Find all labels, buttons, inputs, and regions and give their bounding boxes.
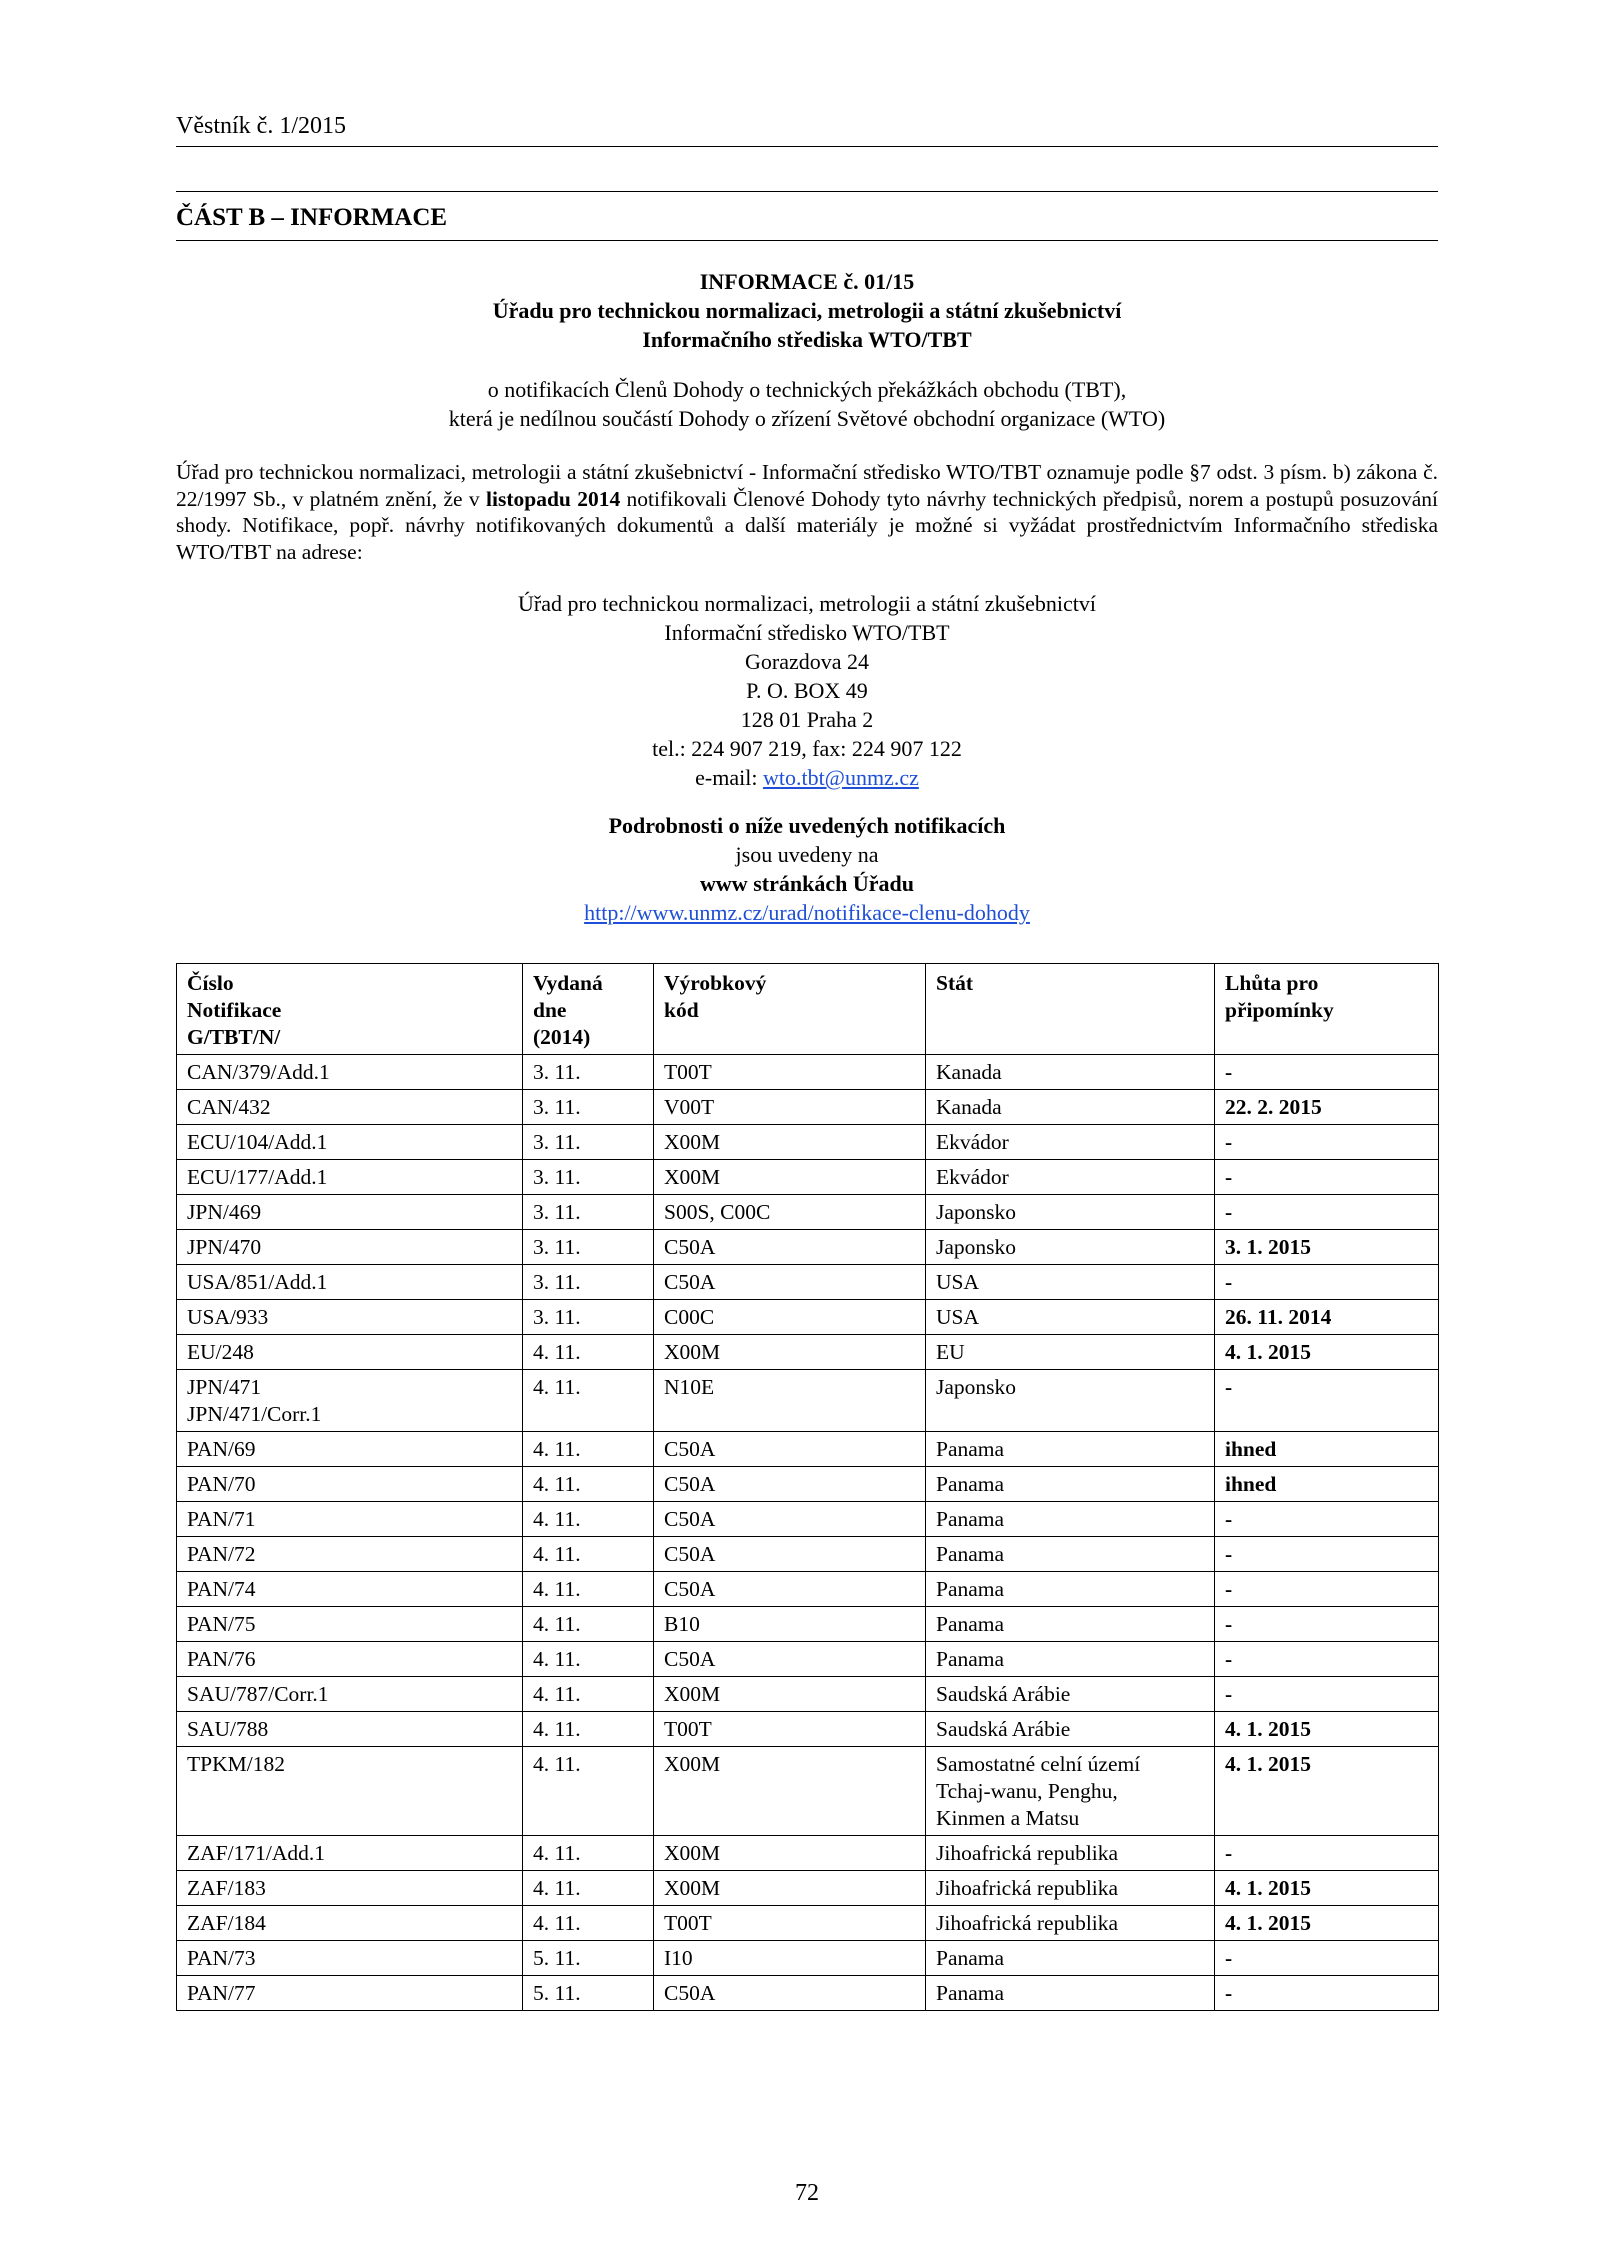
cell-line: Saudská Arábie [936,1682,1071,1706]
table-row [177,1677,1439,1712]
cell-line: EU [936,1340,965,1364]
cell-line: Kanada [936,1095,1002,1119]
cell-comment-deadline: ihned [1215,1467,1439,1502]
cell-notification-number [177,1712,523,1747]
cell-state [926,1265,1215,1300]
cell-line: Japonsko [936,1375,1017,1399]
table-row [177,1467,1439,1502]
cell-issued-date: 4. 11. [523,1537,654,1572]
table-row [177,1125,1439,1160]
cell-notification-number [177,1836,523,1871]
section-rule-bottom [176,240,1438,241]
cell-notification-number [177,1230,523,1265]
cell-line: SAU/788 [187,1717,269,1741]
cell-issued-date: 3. 11. [523,1195,654,1230]
table-row [177,1370,1439,1432]
cell-line: Tchaj-wanu, Penghu, [936,1779,1118,1803]
cell-state [926,1160,1215,1195]
address-line1: Úřad pro technickou normalizaci, metrologii a státní zkušebnictví [518,591,1096,616]
cell-product-code: S00S, C00C [654,1195,926,1230]
cell-line: ECU/177/Add.1 [187,1165,328,1189]
cell-comment-deadline: 3. 1. 2015 [1215,1230,1439,1265]
cell-line: CAN/379/Add.1 [187,1060,330,1084]
cell-issued-date: 4. 11. [523,1370,654,1432]
cell-issued-date: 3. 11. [523,1055,654,1090]
cell-comment-deadline: - [1215,1607,1439,1642]
cell-issued-date: 4. 11. [523,1607,654,1642]
address-line3: Gorazdova 24 [744,649,869,674]
cell-state [926,1230,1215,1265]
cell-product-code: X00M [654,1125,926,1160]
cell-comment-deadline: - [1215,1642,1439,1677]
cell-issued-date: 3. 11. [523,1160,654,1195]
cell-line: JPN/469 [187,1200,262,1224]
cell-comment-deadline: - [1215,1941,1439,1976]
table-row [177,1871,1439,1906]
cell-product-code: C50A [654,1642,926,1677]
header-line: kód [664,998,699,1022]
cell-state [926,1537,1215,1572]
cell-line: USA/851/Add.1 [187,1270,328,1294]
intro-part2: notifikovali Členové Dohody tyto návrhy technických předpisů, norem a postupů posuzování shody. Notifikace, popř. návrhy notifikovaných dokumentů a další materiály je možné si vyžádat prostřednictvím Informačního střediska WTO/TBT na adrese: [176,486,1438,564]
cell-line: EU/248 [187,1340,254,1364]
table-row [177,1230,1439,1265]
cell-notification-number [177,1300,523,1335]
table-row [177,1906,1439,1941]
header-line: Číslo [187,971,234,995]
email-link[interactable]: wto.tbt@unmz.cz [762,765,919,790]
cell-line: ZAF/183 [187,1876,266,1900]
cell-state [926,1467,1215,1502]
cell-state [926,1642,1215,1677]
cell-product-code: C50A [654,1572,926,1607]
notice-sub-line2: která je nedílnou součástí Dohody o zřízení Světové obchodní organizace (WTO) [448,406,1166,431]
cell-comment-deadline: 4. 1. 2015 [1215,1906,1439,1941]
notice-subtitle [176,375,1438,433]
cell-notification-number [177,1055,523,1090]
cell-line: Samostatné celní území [936,1752,1141,1776]
table-row [177,1090,1439,1125]
cell-state [926,1335,1215,1370]
cell-notification-number [177,1941,523,1976]
cell-product-code: X00M [654,1836,926,1871]
cell-comment-deadline: 22. 2. 2015 [1215,1090,1439,1125]
cell-issued-date: 4. 11. [523,1906,654,1941]
cell-state [926,1090,1215,1125]
cell-comment-deadline: - [1215,1160,1439,1195]
cell-product-code: X00M [654,1871,926,1906]
cell-line: Ekvádor [936,1165,1009,1189]
cell-comment-deadline: - [1215,1265,1439,1300]
header-issued-date [523,964,654,1055]
address-email-line [176,763,1438,792]
cell-notification-number [177,1160,523,1195]
cell-comment-deadline: - [1215,1572,1439,1607]
header-product-code [654,964,926,1055]
cell-notification-number [177,1572,523,1607]
cell-line: Panama [936,1507,1005,1531]
cell-line: PAN/70 [187,1472,256,1496]
table-row [177,1265,1439,1300]
intro-bold: listopadu 2014 [486,486,621,511]
cell-issued-date: 4. 11. [523,1747,654,1836]
cell-line: JPN/470 [187,1235,262,1259]
details-line2: jsou uvedeny na [735,842,879,867]
cell-notification-number [177,1335,523,1370]
cell-line: Saudská Arábie [936,1717,1071,1741]
cell-notification-number [177,1370,523,1432]
header-line: připomínky [1225,998,1334,1022]
cell-state [926,1712,1215,1747]
cell-notification-number [177,1090,523,1125]
table-row [177,1941,1439,1976]
cell-issued-date: 4. 11. [523,1335,654,1370]
cell-line: PAN/74 [187,1577,256,1601]
table-row [177,1712,1439,1747]
table-row [177,1160,1439,1195]
address-block [176,589,1438,792]
cell-issued-date: 3. 11. [523,1090,654,1125]
cell-state [926,1677,1215,1712]
cell-notification-number [177,1976,523,2011]
cell-comment-deadline: - [1215,1537,1439,1572]
cell-state [926,1572,1215,1607]
cell-issued-date: 4. 11. [523,1432,654,1467]
table-body [177,1055,1439,2011]
notifications-table [176,963,1439,2011]
cell-product-code: C50A [654,1432,926,1467]
cell-notification-number [177,1871,523,1906]
cell-line: USA [936,1270,980,1294]
cell-line: Kanada [936,1060,1002,1084]
cell-line: ZAF/171/Add.1 [187,1841,325,1865]
cell-notification-number [177,1537,523,1572]
cell-product-code: X00M [654,1335,926,1370]
cell-product-code: T00T [654,1055,926,1090]
cell-notification-number [177,1265,523,1300]
table-row [177,1747,1439,1836]
cell-product-code: C50A [654,1265,926,1300]
cell-line: Kinmen a Matsu [936,1806,1080,1830]
cell-line: Jihoafrická republika [936,1911,1119,1935]
table-row [177,1572,1439,1607]
cell-state [926,1607,1215,1642]
cell-line: JPN/471 [187,1375,262,1399]
address-line6: tel.: 224 907 219, fax: 224 907 122 [652,736,962,761]
cell-notification-number [177,1467,523,1502]
cell-state [926,1195,1215,1230]
cell-line: Jihoafrická republika [936,1876,1119,1900]
cell-notification-number [177,1677,523,1712]
cell-line: PAN/76 [187,1647,256,1671]
cell-product-code: C50A [654,1537,926,1572]
cell-line: Panama [936,1612,1005,1636]
cell-comment-deadline: - [1215,1195,1439,1230]
cell-comment-deadline: 4. 1. 2015 [1215,1871,1439,1906]
cell-state [926,1976,1215,2011]
table-row [177,1976,1439,2011]
cell-notification-number [177,1607,523,1642]
cell-comment-deadline: - [1215,1976,1439,2011]
cell-line: USA [936,1305,980,1329]
cell-notification-number [177,1125,523,1160]
header-notification-number [177,964,523,1055]
cell-product-code: I10 [654,1941,926,1976]
cell-issued-date: 4. 11. [523,1712,654,1747]
address-line2: Informační středisko WTO/TBT [664,620,950,645]
cell-notification-number [177,1747,523,1836]
cell-product-code: V00T [654,1090,926,1125]
notice-sub-line1: o notifikacích Členů Dohody o technických překážkách obchodu (TBT), [487,377,1127,402]
table-row [177,1432,1439,1467]
cell-comment-deadline: ihned [1215,1432,1439,1467]
cell-line: Japonsko [936,1200,1017,1224]
cell-line: PAN/69 [187,1437,256,1461]
address-line4: P. O. BOX 49 [746,678,868,703]
header-line: Výrobkový [664,971,767,995]
cell-issued-date: 4. 11. [523,1572,654,1607]
cell-line: JPN/471/Corr.1 [187,1402,322,1426]
cell-issued-date: 3. 11. [523,1300,654,1335]
notice-title-line1: INFORMACE č. 01/15 [699,269,915,294]
cell-product-code: C50A [654,1467,926,1502]
cell-state [926,1836,1215,1871]
cell-issued-date: 3. 11. [523,1265,654,1300]
cell-line: PAN/73 [187,1946,256,1970]
cell-product-code: X00M [654,1677,926,1712]
header-state [926,964,1215,1055]
cell-line: PAN/72 [187,1542,256,1566]
cell-line: Panama [936,1472,1005,1496]
header-line: G/TBT/N/ [187,1025,281,1049]
cell-comment-deadline: - [1215,1370,1439,1432]
cell-line: ZAF/184 [187,1911,266,1935]
intro-paragraph [176,459,1438,565]
cell-state [926,1300,1215,1335]
table-row [177,1055,1439,1090]
cell-line: TPKM/182 [187,1752,285,1776]
cell-line: Panama [936,1981,1005,2005]
cell-state [926,1747,1215,1836]
cell-product-code: X00M [654,1747,926,1836]
cell-comment-deadline: - [1215,1677,1439,1712]
cell-line: Panama [936,1946,1005,1970]
header-line: dne [533,998,567,1022]
cell-issued-date: 5. 11. [523,1941,654,1976]
cell-product-code: T00T [654,1906,926,1941]
header-rule [176,146,1438,147]
table-row [177,1607,1439,1642]
cell-state [926,1370,1215,1432]
header-line: Vydaná [533,971,603,995]
cell-issued-date: 4. 11. [523,1677,654,1712]
journal-header: Věstník č. 1/2015 [176,113,346,139]
header-line: Lhůta pro [1225,971,1319,995]
cell-product-code: C50A [654,1502,926,1537]
cell-product-code: X00M [654,1160,926,1195]
notice-title [176,267,1438,354]
cell-issued-date: 4. 11. [523,1871,654,1906]
cell-issued-date: 4. 11. [523,1836,654,1871]
header-line: (2014) [533,1025,591,1049]
cell-line: Panama [936,1577,1005,1601]
cell-line: PAN/77 [187,1981,256,2005]
cell-product-code: N10E [654,1370,926,1432]
page-number: 72 [795,2180,819,2206]
cell-line: CAN/432 [187,1095,271,1119]
cell-notification-number [177,1195,523,1230]
section-title: ČÁST B – INFORMACE [176,204,448,231]
cell-state [926,1941,1215,1976]
header-comment-deadline [1215,964,1439,1055]
cell-product-code: C00C [654,1300,926,1335]
cell-line: PAN/71 [187,1507,256,1531]
email-label: e-mail: [695,765,763,790]
cell-line: ECU/104/Add.1 [187,1130,328,1154]
address-line5: 128 01 Praha 2 [740,707,874,732]
cell-state [926,1871,1215,1906]
cell-state [926,1055,1215,1090]
cell-line: Japonsko [936,1235,1017,1259]
table-row [177,1335,1439,1370]
table-row [177,1502,1439,1537]
cell-issued-date: 5. 11. [523,1976,654,2011]
cell-line: Panama [936,1542,1005,1566]
header-line: Notifikace [187,998,282,1022]
cell-comment-deadline: - [1215,1055,1439,1090]
cell-product-code: T00T [654,1712,926,1747]
cell-notification-number [177,1906,523,1941]
cell-comment-deadline: - [1215,1502,1439,1537]
table-row [177,1537,1439,1572]
section-rule-top [176,191,1438,192]
table-header-row [177,964,1439,1055]
cell-line: SAU/787/Corr.1 [187,1682,329,1706]
cell-comment-deadline: 26. 11. 2014 [1215,1300,1439,1335]
table-row [177,1195,1439,1230]
cell-state [926,1432,1215,1467]
table-row [177,1836,1439,1871]
table-row [177,1642,1439,1677]
cell-line: Jihoafrická republika [936,1841,1119,1865]
cell-issued-date: 4. 11. [523,1502,654,1537]
cell-issued-date: 4. 11. [523,1467,654,1502]
cell-comment-deadline: 4. 1. 2015 [1215,1712,1439,1747]
cell-product-code: C50A [654,1976,926,2011]
cell-comment-deadline: 4. 1. 2015 [1215,1747,1439,1836]
cell-state [926,1502,1215,1537]
cell-line: USA/933 [187,1305,269,1329]
notice-title-line3: Informačního střediska WTO/TBT [642,327,972,352]
cell-line: PAN/75 [187,1612,256,1636]
details-block [176,811,1438,927]
cell-comment-deadline: - [1215,1836,1439,1871]
cell-line: Panama [936,1647,1005,1671]
intro-part1: Úřad pro technickou normalizaci, metrologii a státní zkušebnictví - Informační středisko WTO/TBT oznamuje podle §7 odst. 3 písm. b) zákona č. 22/1997 Sb., v platném znění, že v [176,460,1438,511]
cell-line: Panama [936,1437,1005,1461]
cell-comment-deadline: 4. 1. 2015 [1215,1335,1439,1370]
cell-notification-number [177,1432,523,1467]
details-line1: Podrobnosti o níže uvedených notifikacích [608,813,1006,838]
cell-notification-number [177,1642,523,1677]
cell-issued-date: 3. 11. [523,1230,654,1265]
notice-title-line2: Úřadu pro technickou normalizaci, metrologii a státní zkušebnictví [492,298,1122,323]
cell-state [926,1125,1215,1160]
header-line: Stát [936,971,974,995]
cell-product-code: C50A [654,1230,926,1265]
cell-issued-date: 4. 11. [523,1642,654,1677]
details-line3: www stránkách Úřadu [700,871,914,896]
cell-comment-deadline: - [1215,1125,1439,1160]
cell-product-code: B10 [654,1607,926,1642]
cell-issued-date: 3. 11. [523,1125,654,1160]
cell-state [926,1906,1215,1941]
cell-line: Ekvádor [936,1130,1009,1154]
details-url-link[interactable]: http://www.unmz.cz/urad/notifikace-clenu-dohody [584,900,1030,925]
table-row [177,1300,1439,1335]
cell-notification-number [177,1502,523,1537]
